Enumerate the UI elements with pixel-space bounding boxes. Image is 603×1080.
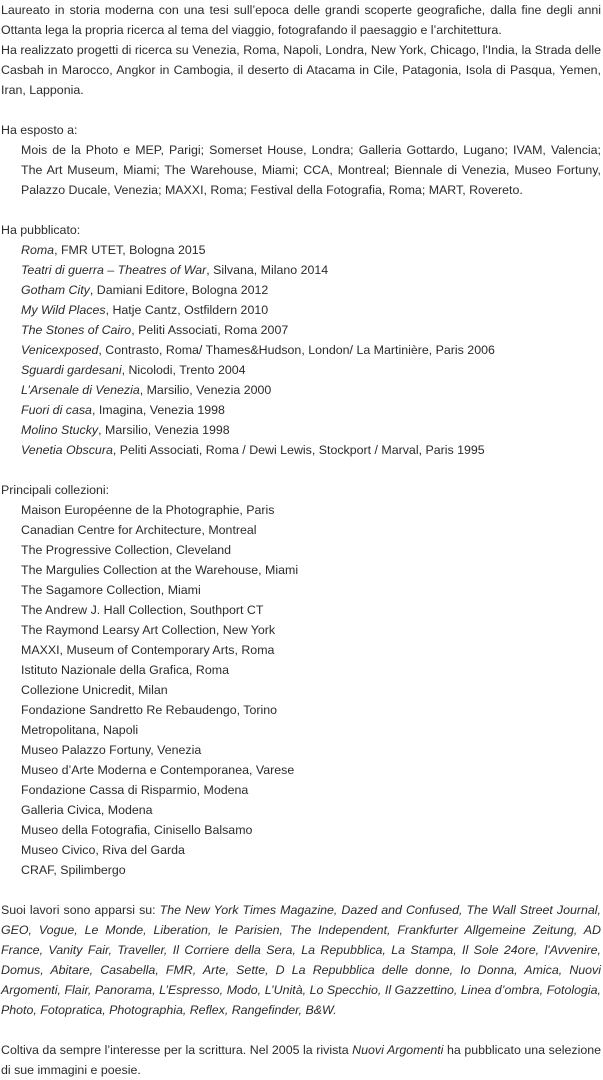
- publication-title: Teatri di guerra – Theatres of War: [21, 263, 207, 277]
- exhibitions-section: [1, 120, 601, 200]
- research-paragraph: Ha realizzato progetti di ricerca su Venezia, Roma, Napoli, Londra, New York, Chicago, l'India, la Strada delle Casbah in Marocco, Angkor in Cambogia, il deserto di Atacama in Cile, Patagonia, Isola di Pasqua, Yemen, Iran, Lapponia.: [1, 43, 601, 97]
- publication-details: , Marsilio, Venezia 2000: [139, 383, 272, 397]
- collection-item: Fondazione Cassa di Risparmio, Modena: [21, 783, 249, 797]
- collection-item: Maison Européenne de la Photographie, Paris: [21, 503, 275, 517]
- publications-heading: Ha pubblicato:: [1, 223, 81, 237]
- collection-item: Museo Civico, Riva del Garda: [21, 843, 185, 857]
- collection-item: Istituto Nazionale della Grafica, Roma: [21, 663, 229, 677]
- collection-item: The Margulies Collection at the Warehouse, Miami: [21, 563, 299, 577]
- publication-title: The Stones of Cairo: [21, 323, 132, 337]
- publication-details: , Damiani Editore, Bologna 2012: [89, 283, 269, 297]
- collection-item: The Sagamore Collection, Miami: [21, 583, 201, 597]
- publication-item: [21, 340, 601, 360]
- collection-item: Canadian Centre for Architecture, Montreal: [21, 523, 257, 537]
- writing-paragraph: [1, 1040, 601, 1080]
- publication-title: L’Arsenale di Venezia: [21, 383, 140, 397]
- collection-item: The Andrew J. Hall Collection, Southport CT: [21, 603, 264, 617]
- publication-title: My Wild Places: [21, 303, 106, 317]
- press-paragraph: [1, 900, 601, 1020]
- collections-section: [1, 480, 601, 880]
- publication-title: Roma: [21, 243, 55, 257]
- collection-item: Fondazione Sandretto Re Rebaudengo, Torino: [21, 703, 278, 717]
- publication-details: , Imagina, Venezia 1998: [91, 403, 225, 417]
- publication-details: , Contrasto, Roma/ Thames&Hudson, London/ La Martinière, Paris 2006: [98, 343, 495, 357]
- publication-details: , Silvana, Milano 2014: [206, 263, 329, 277]
- publications-list: [1, 240, 601, 460]
- publication-item: [21, 400, 601, 420]
- publication-item: [21, 360, 601, 380]
- press-section: [1, 900, 601, 1020]
- intro-paragraph: Laureato in storia moderna con una tesi sull’epoca delle grandi scoperte geografiche, dalla fine degli anni Ottanta lega la propria ricerca al tema del viaggio, fotografando il paesaggio e l’architettura.: [1, 3, 601, 37]
- publication-details: , FMR UTET, Bologna 2015: [54, 243, 206, 257]
- collections-list: [1, 500, 601, 880]
- collections-heading: Principali collezioni:: [1, 483, 110, 497]
- collection-item: Museo Palazzo Fortuny, Venezia: [21, 743, 202, 757]
- publication-item: [21, 420, 601, 440]
- writing-section: [1, 1040, 601, 1080]
- press-lead: Suoi lavori sono apparsi su:: [1, 903, 160, 917]
- collection-item: Metropolitana, Napoli: [21, 723, 139, 737]
- publication-item: [21, 260, 601, 280]
- publication-item: [21, 440, 601, 460]
- publication-item: [21, 240, 601, 260]
- publication-item: [21, 280, 601, 300]
- collection-item: CRAF, Spilimbergo: [21, 863, 126, 877]
- publication-details: , Nicolodi, Trento 2004: [121, 363, 246, 377]
- collection-item: Museo della Fotografia, Cinisello Balsamo: [21, 823, 253, 837]
- publication-item: [21, 380, 601, 400]
- collection-item: Museo d’Arte Moderna e Contemporanea, Varese: [21, 763, 295, 777]
- collection-item: The Progressive Collection, Cleveland: [21, 543, 232, 557]
- exhibitions-heading: Ha esposto a:: [1, 123, 78, 137]
- press-publications: The New York Times Magazine, Dazed and Confused, The Wall Street Journal, GEO, Vogue, Le Monde, Liberation, le Parisien, The Independent, Frankfurter Allgemeine Zeitung, AD France, Vanity Fair, Traveller, Il Corriere della Sera, La Repubblica, La Stampa, Il Sole 24ore, l'Avvenire, Domus, Abitare, Casabella, FMR, Arte, Sette, D La Repubblica delle donne, Io Donna, Amica, Nuovi Argomenti, Flair, Panorama, L’Espresso, Modo, L’Unità, Lo Specchio, Il Gazzettino, Linea d’ombra, Fotologia, Photo, Fotopratica, Photographia, Reflex, Rangefinder, B&W.: [1, 903, 601, 1017]
- publication-item: [21, 300, 601, 320]
- exhibitions-text: Mois de la Photo e MEP, Parigi; Somerset House, Londra; Galleria Gottardo, Lugano; IVAM, Valencia; The Art Museum, Miami; The Warehouse, Miami; CCA, Montreal; Biennale di Venezia, Museo Fortuny, Palazzo Ducale, Venezia; MAXXI, Roma; Festival della Fotografia, Roma; MART, Rovereto.: [21, 143, 601, 197]
- publication-details: , Peliti Associati, Roma 2007: [131, 323, 289, 337]
- publication-title: Venicexposed: [21, 343, 99, 357]
- publication-title: Venetia Obscura: [21, 443, 113, 457]
- collection-item: The Raymond Learsy Art Collection, New York: [21, 623, 276, 637]
- publication-title: Sguardi gardesani: [21, 363, 122, 377]
- publication-details: , Peliti Associati, Roma / Dewi Lewis, Stockport / Marval, Paris 1995: [112, 443, 485, 457]
- writing-magazine: Nuovi Argomenti: [352, 1043, 444, 1057]
- publication-title: Gotham City: [21, 283, 90, 297]
- publications-section: [1, 220, 601, 460]
- publication-details: , Hatje Cantz, Ostfildern 2010: [105, 303, 269, 317]
- writing-after: ha pubblicato una selezione di sue immagini e poesie.: [1, 1043, 601, 1077]
- writing-before: Coltiva da sempre l’interesse per la scrittura. Nel 2005 la rivista: [1, 1043, 353, 1057]
- publication-details: , Marsilio, Venezia 1998: [98, 423, 230, 437]
- collection-item: Collezione Unicredit, Milan: [21, 683, 168, 697]
- collection-item: Galleria Civica, Modena: [21, 803, 153, 817]
- collection-item: MAXXI, Museum of Contemporary Arts, Roma: [21, 643, 275, 657]
- publication-title: Fuori di casa: [21, 403, 92, 417]
- publication-title: Molino Stucky: [21, 423, 99, 437]
- publication-item: [21, 320, 601, 340]
